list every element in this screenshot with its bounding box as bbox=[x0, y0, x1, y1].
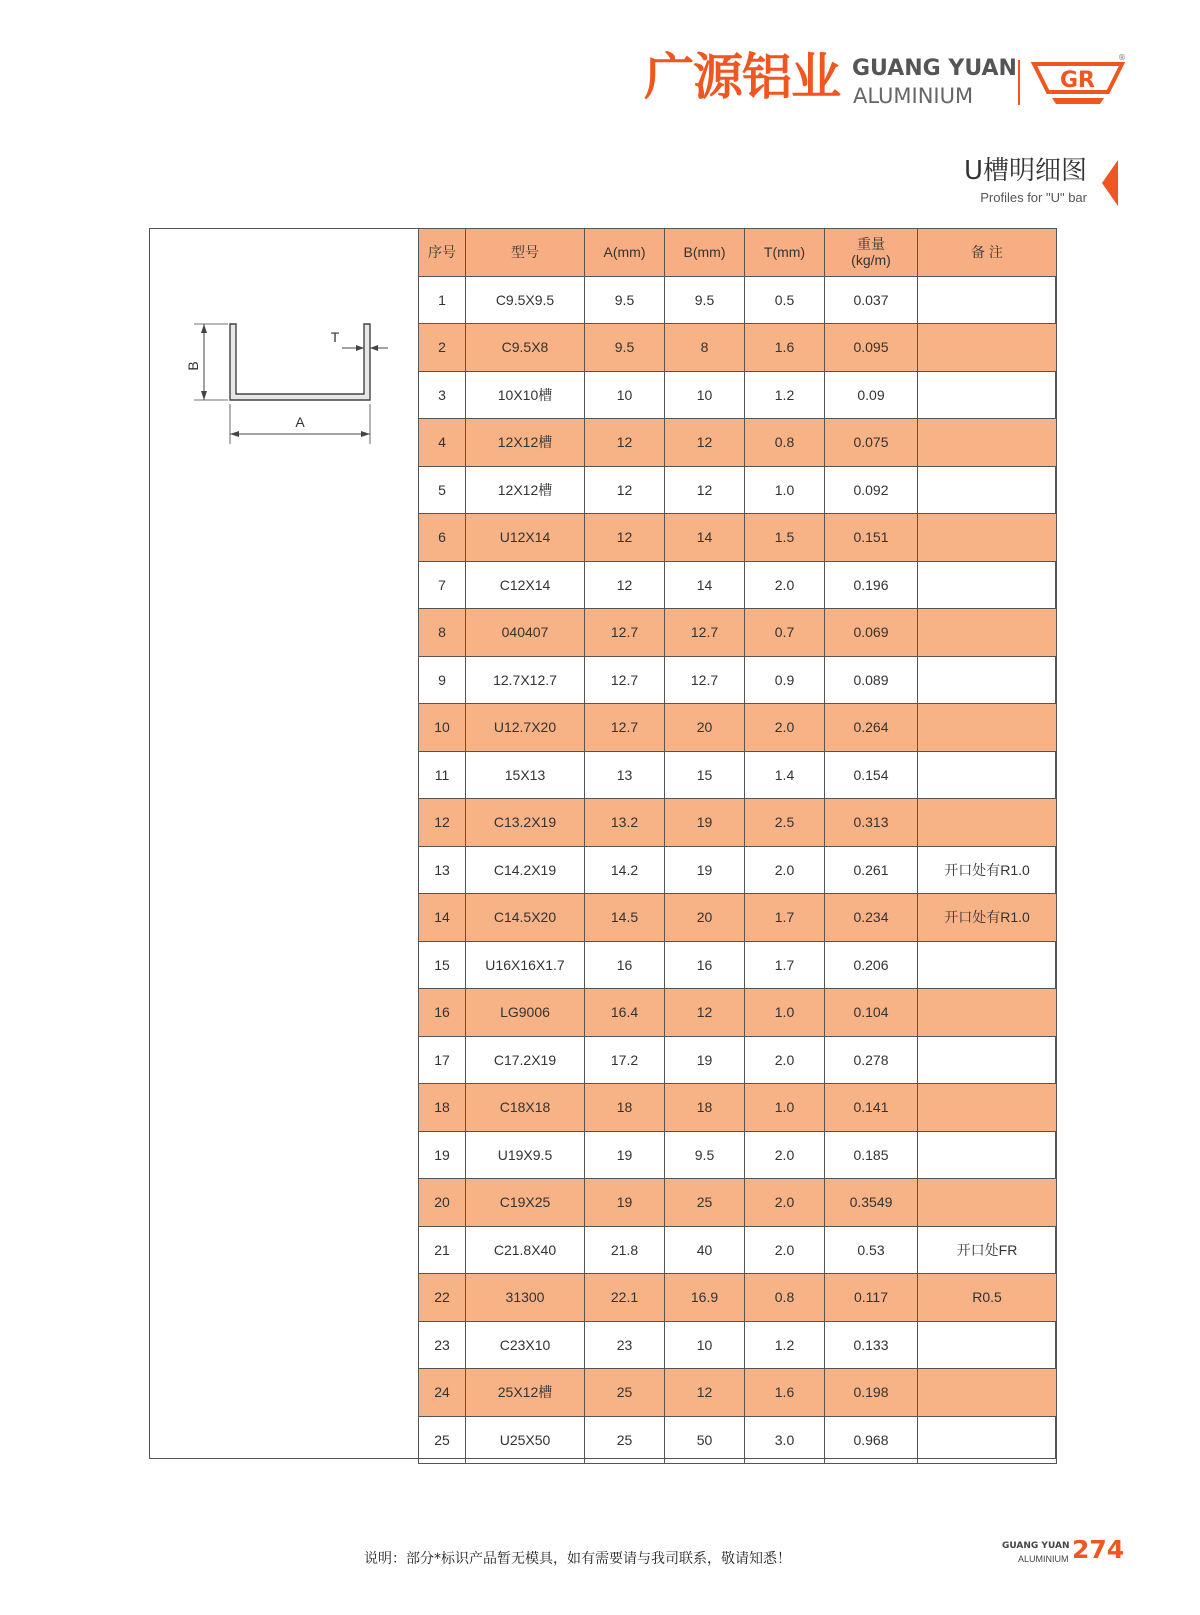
cell-model: 12X12槽 bbox=[466, 466, 585, 514]
dimension-label-t: T bbox=[330, 329, 340, 345]
cell-b: 12 bbox=[665, 419, 745, 467]
cell-t: 2.0 bbox=[745, 846, 825, 894]
cell-t: 1.0 bbox=[745, 1084, 825, 1132]
cell-weight: 0.968 bbox=[825, 1416, 918, 1464]
brand-name-en: GUANG YUAN bbox=[852, 56, 1017, 81]
cell-b: 19 bbox=[665, 846, 745, 894]
u-bar-profile-diagram bbox=[180, 314, 390, 454]
cell-remark bbox=[918, 419, 1057, 467]
cell-model: 25X12槽 bbox=[466, 1369, 585, 1417]
cell-b: 19 bbox=[665, 799, 745, 847]
cell-remark bbox=[918, 799, 1057, 847]
cell-remark: 开口处有R1.0 bbox=[918, 894, 1057, 942]
cell-t: 1.0 bbox=[745, 466, 825, 514]
cell-model: U12.7X20 bbox=[466, 704, 585, 752]
cell-remark bbox=[918, 751, 1057, 799]
cell-index: 12 bbox=[419, 799, 466, 847]
table-row bbox=[419, 514, 1057, 562]
cell-a: 19 bbox=[585, 1179, 665, 1227]
table-row bbox=[419, 656, 1057, 704]
cell-b: 9.5 bbox=[665, 1131, 745, 1179]
cell-remark bbox=[918, 704, 1057, 752]
cell-index: 3 bbox=[419, 371, 466, 419]
table-row bbox=[419, 799, 1057, 847]
cell-remark bbox=[918, 1036, 1057, 1084]
cell-model: U16X16X1.7 bbox=[466, 941, 585, 989]
cell-weight: 0.53 bbox=[825, 1226, 918, 1274]
table-row bbox=[419, 704, 1057, 752]
cell-t: 1.7 bbox=[745, 941, 825, 989]
cell-a: 16.4 bbox=[585, 989, 665, 1037]
cell-a: 23 bbox=[585, 1321, 665, 1369]
section-subtitle: Profiles for "U" bar bbox=[980, 190, 1087, 205]
page-number: 274 bbox=[1072, 1535, 1125, 1564]
cell-b: 20 bbox=[665, 704, 745, 752]
cell-remark bbox=[918, 1369, 1057, 1417]
cell-remark bbox=[918, 1179, 1057, 1227]
cell-b: 19 bbox=[665, 1036, 745, 1084]
table-row bbox=[419, 1179, 1057, 1227]
cell-a: 18 bbox=[585, 1084, 665, 1132]
dimension-label-b: B bbox=[185, 361, 201, 371]
table-row bbox=[419, 371, 1057, 419]
cell-a: 14.5 bbox=[585, 894, 665, 942]
cell-model: U12X14 bbox=[466, 514, 585, 562]
cell-model: C13.2X19 bbox=[466, 799, 585, 847]
cell-index: 5 bbox=[419, 466, 466, 514]
cell-index: 2 bbox=[419, 324, 466, 372]
cell-t: 2.0 bbox=[745, 1131, 825, 1179]
cell-b: 9.5 bbox=[665, 276, 745, 324]
cell-weight: 0.3549 bbox=[825, 1179, 918, 1227]
cell-b: 14 bbox=[665, 561, 745, 609]
cell-weight: 0.069 bbox=[825, 609, 918, 657]
cell-b: 25 bbox=[665, 1179, 745, 1227]
table-body bbox=[419, 276, 1057, 1464]
cell-t: 1.5 bbox=[745, 514, 825, 562]
cell-t: 2.0 bbox=[745, 561, 825, 609]
brand-name-en-sub: ALUMINIUM bbox=[853, 84, 974, 108]
cell-index: 17 bbox=[419, 1036, 466, 1084]
table-row bbox=[419, 561, 1057, 609]
cell-a: 13 bbox=[585, 751, 665, 799]
cell-weight: 0.196 bbox=[825, 561, 918, 609]
cell-index: 16 bbox=[419, 989, 466, 1037]
cell-b: 16.9 bbox=[665, 1274, 745, 1322]
registered-mark: ® bbox=[1118, 53, 1126, 62]
cell-weight: 0.089 bbox=[825, 656, 918, 704]
cell-remark bbox=[918, 324, 1057, 372]
header-weight-unit: (kg/m) bbox=[851, 252, 891, 269]
footer-brand: GUANG YUAN bbox=[1002, 1541, 1070, 1551]
cell-remark: R0.5 bbox=[918, 1274, 1057, 1322]
cell-t: 2.5 bbox=[745, 799, 825, 847]
cell-t: 2.0 bbox=[745, 1226, 825, 1274]
cell-a: 10 bbox=[585, 371, 665, 419]
cell-b: 40 bbox=[665, 1226, 745, 1274]
cell-a: 9.5 bbox=[585, 276, 665, 324]
section-marker-icon bbox=[1102, 160, 1118, 206]
cell-index: 20 bbox=[419, 1179, 466, 1227]
cell-b: 20 bbox=[665, 894, 745, 942]
cell-remark bbox=[918, 466, 1057, 514]
cell-t: 0.8 bbox=[745, 419, 825, 467]
cell-t: 0.7 bbox=[745, 609, 825, 657]
cell-weight: 0.075 bbox=[825, 419, 918, 467]
cell-t: 3.0 bbox=[745, 1416, 825, 1464]
cell-weight: 0.141 bbox=[825, 1084, 918, 1132]
footnote: 说明：部分*标识产品暂无模具，如有需要请与我司联系，敬请知悉！ bbox=[364, 1551, 791, 1567]
cell-weight: 0.234 bbox=[825, 894, 918, 942]
section-title: U槽明细图 bbox=[963, 156, 1087, 186]
cell-model: U25X50 bbox=[466, 1416, 585, 1464]
cell-b: 12.7 bbox=[665, 609, 745, 657]
cell-remark bbox=[918, 656, 1057, 704]
cell-index: 25 bbox=[419, 1416, 466, 1464]
cell-b: 12.7 bbox=[665, 656, 745, 704]
cell-model: C12X14 bbox=[466, 561, 585, 609]
cell-index: 7 bbox=[419, 561, 466, 609]
cell-index: 15 bbox=[419, 941, 466, 989]
cell-a: 22.1 bbox=[585, 1274, 665, 1322]
cell-b: 50 bbox=[665, 1416, 745, 1464]
cell-a: 19 bbox=[585, 1131, 665, 1179]
cell-index: 10 bbox=[419, 704, 466, 752]
header-weight bbox=[825, 229, 918, 277]
cell-index: 24 bbox=[419, 1369, 466, 1417]
header-b: B(mm) bbox=[665, 229, 745, 277]
cell-t: 2.0 bbox=[745, 704, 825, 752]
cell-index: 18 bbox=[419, 1084, 466, 1132]
cell-model: 040407 bbox=[466, 609, 585, 657]
cell-model: C17.2X19 bbox=[466, 1036, 585, 1084]
cell-b: 8 bbox=[665, 324, 745, 372]
cell-remark bbox=[918, 1321, 1057, 1369]
header-model: 型号 bbox=[466, 229, 585, 277]
cell-a: 12 bbox=[585, 514, 665, 562]
cell-model: C9.5X8 bbox=[466, 324, 585, 372]
table-row bbox=[419, 609, 1057, 657]
cell-model: 10X10槽 bbox=[466, 371, 585, 419]
cell-index: 22 bbox=[419, 1274, 466, 1322]
cell-t: 0.5 bbox=[745, 276, 825, 324]
dimension-label-a: A bbox=[295, 414, 305, 430]
table-row bbox=[419, 1416, 1057, 1464]
cell-model: 31300 bbox=[466, 1274, 585, 1322]
cell-b: 10 bbox=[665, 1321, 745, 1369]
table-row bbox=[419, 324, 1057, 372]
cell-a: 9.5 bbox=[585, 324, 665, 372]
cell-a: 13.2 bbox=[585, 799, 665, 847]
header-a: A(mm) bbox=[585, 229, 665, 277]
cell-t: 2.0 bbox=[745, 1036, 825, 1084]
cell-index: 19 bbox=[419, 1131, 466, 1179]
table-row bbox=[419, 276, 1057, 324]
cell-weight: 0.117 bbox=[825, 1274, 918, 1322]
table-row bbox=[419, 1131, 1057, 1179]
cell-t: 1.6 bbox=[745, 324, 825, 372]
cell-t: 1.6 bbox=[745, 1369, 825, 1417]
cell-model: C23X10 bbox=[466, 1321, 585, 1369]
table-row bbox=[419, 941, 1057, 989]
table-row bbox=[419, 1226, 1057, 1274]
cell-remark bbox=[918, 609, 1057, 657]
cell-a: 25 bbox=[585, 1369, 665, 1417]
cell-weight: 0.092 bbox=[825, 466, 918, 514]
table-row bbox=[419, 1321, 1057, 1369]
cell-remark bbox=[918, 371, 1057, 419]
cell-weight: 0.154 bbox=[825, 751, 918, 799]
cell-t: 1.2 bbox=[745, 1321, 825, 1369]
cell-b: 12 bbox=[665, 466, 745, 514]
cell-index: 14 bbox=[419, 894, 466, 942]
logo-divider bbox=[1018, 60, 1020, 105]
cell-remark bbox=[918, 1131, 1057, 1179]
cell-remark: 开口处FR bbox=[918, 1226, 1057, 1274]
table-header-row bbox=[419, 229, 1057, 277]
cell-t: 1.0 bbox=[745, 989, 825, 1037]
cell-remark bbox=[918, 1084, 1057, 1132]
table-row bbox=[419, 1274, 1057, 1322]
cell-weight: 0.104 bbox=[825, 989, 918, 1037]
cell-b: 14 bbox=[665, 514, 745, 562]
cell-index: 13 bbox=[419, 846, 466, 894]
cell-model: C14.2X19 bbox=[466, 846, 585, 894]
cell-t: 0.8 bbox=[745, 1274, 825, 1322]
cell-b: 12 bbox=[665, 989, 745, 1037]
cell-model: 12X12槽 bbox=[466, 419, 585, 467]
cell-a: 12.7 bbox=[585, 704, 665, 752]
cell-index: 21 bbox=[419, 1226, 466, 1274]
header-t: T(mm) bbox=[745, 229, 825, 277]
table-row bbox=[419, 989, 1057, 1037]
cell-index: 23 bbox=[419, 1321, 466, 1369]
cell-model: 15X13 bbox=[466, 751, 585, 799]
table-row bbox=[419, 1084, 1057, 1132]
cell-weight: 0.278 bbox=[825, 1036, 918, 1084]
cell-a: 12.7 bbox=[585, 609, 665, 657]
header-remark: 备 注 bbox=[918, 229, 1057, 277]
cell-model: LG9006 bbox=[466, 989, 585, 1037]
cell-a: 12 bbox=[585, 561, 665, 609]
cell-model: C9.5X9.5 bbox=[466, 276, 585, 324]
gyr-trademark-icon bbox=[1030, 52, 1130, 108]
cell-t: 1.4 bbox=[745, 751, 825, 799]
cell-t: 1.2 bbox=[745, 371, 825, 419]
cell-model: C21.8X40 bbox=[466, 1226, 585, 1274]
cell-a: 12.7 bbox=[585, 656, 665, 704]
cell-index: 4 bbox=[419, 419, 466, 467]
cell-model: C18X18 bbox=[466, 1084, 585, 1132]
cell-a: 12 bbox=[585, 466, 665, 514]
cell-index: 11 bbox=[419, 751, 466, 799]
footer-brand-sub: ALUMINIUM bbox=[1018, 1554, 1069, 1564]
cell-b: 16 bbox=[665, 941, 745, 989]
cell-t: 0.9 bbox=[745, 656, 825, 704]
cell-remark bbox=[918, 941, 1057, 989]
cell-weight: 0.151 bbox=[825, 514, 918, 562]
cell-model: U19X9.5 bbox=[466, 1131, 585, 1179]
table-row bbox=[419, 1036, 1057, 1084]
cell-remark: 开口处有R1.0 bbox=[918, 846, 1057, 894]
cell-weight: 0.133 bbox=[825, 1321, 918, 1369]
cell-b: 18 bbox=[665, 1084, 745, 1132]
cell-weight: 0.198 bbox=[825, 1369, 918, 1417]
table-row bbox=[419, 1369, 1057, 1417]
cell-a: 25 bbox=[585, 1416, 665, 1464]
cell-index: 9 bbox=[419, 656, 466, 704]
header-weight-label: 重量 bbox=[857, 236, 885, 253]
cell-a: 12 bbox=[585, 419, 665, 467]
table-row bbox=[419, 894, 1057, 942]
table-row bbox=[419, 751, 1057, 799]
cell-weight: 0.206 bbox=[825, 941, 918, 989]
header-index: 序号 bbox=[419, 229, 466, 277]
cell-model: C14.5X20 bbox=[466, 894, 585, 942]
cell-weight: 0.261 bbox=[825, 846, 918, 894]
cell-index: 8 bbox=[419, 609, 466, 657]
cell-index: 6 bbox=[419, 514, 466, 562]
cell-index: 1 bbox=[419, 276, 466, 324]
cell-remark bbox=[918, 1416, 1057, 1464]
cell-b: 15 bbox=[665, 751, 745, 799]
cell-remark bbox=[918, 989, 1057, 1037]
cell-weight: 0.264 bbox=[825, 704, 918, 752]
table-row bbox=[419, 846, 1057, 894]
cell-model: C19X25 bbox=[466, 1179, 585, 1227]
table-row bbox=[419, 466, 1057, 514]
cell-b: 12 bbox=[665, 1369, 745, 1417]
cell-weight: 0.037 bbox=[825, 276, 918, 324]
svg-text:GR: GR bbox=[1060, 68, 1095, 93]
cell-model: 12.7X12.7 bbox=[466, 656, 585, 704]
cell-a: 21.8 bbox=[585, 1226, 665, 1274]
cell-weight: 0.185 bbox=[825, 1131, 918, 1179]
cell-t: 1.7 bbox=[745, 894, 825, 942]
cell-remark bbox=[918, 276, 1057, 324]
cell-b: 10 bbox=[665, 371, 745, 419]
cell-a: 17.2 bbox=[585, 1036, 665, 1084]
table-row bbox=[419, 419, 1057, 467]
cell-weight: 0.313 bbox=[825, 799, 918, 847]
cell-weight: 0.09 bbox=[825, 371, 918, 419]
cell-a: 16 bbox=[585, 941, 665, 989]
cell-a: 14.2 bbox=[585, 846, 665, 894]
cell-remark bbox=[918, 561, 1057, 609]
cell-weight: 0.095 bbox=[825, 324, 918, 372]
u-bar-spec-table bbox=[418, 228, 1057, 1464]
cell-t: 2.0 bbox=[745, 1179, 825, 1227]
cell-remark bbox=[918, 514, 1057, 562]
brand-name-cn: 广源铝业 bbox=[644, 48, 840, 106]
